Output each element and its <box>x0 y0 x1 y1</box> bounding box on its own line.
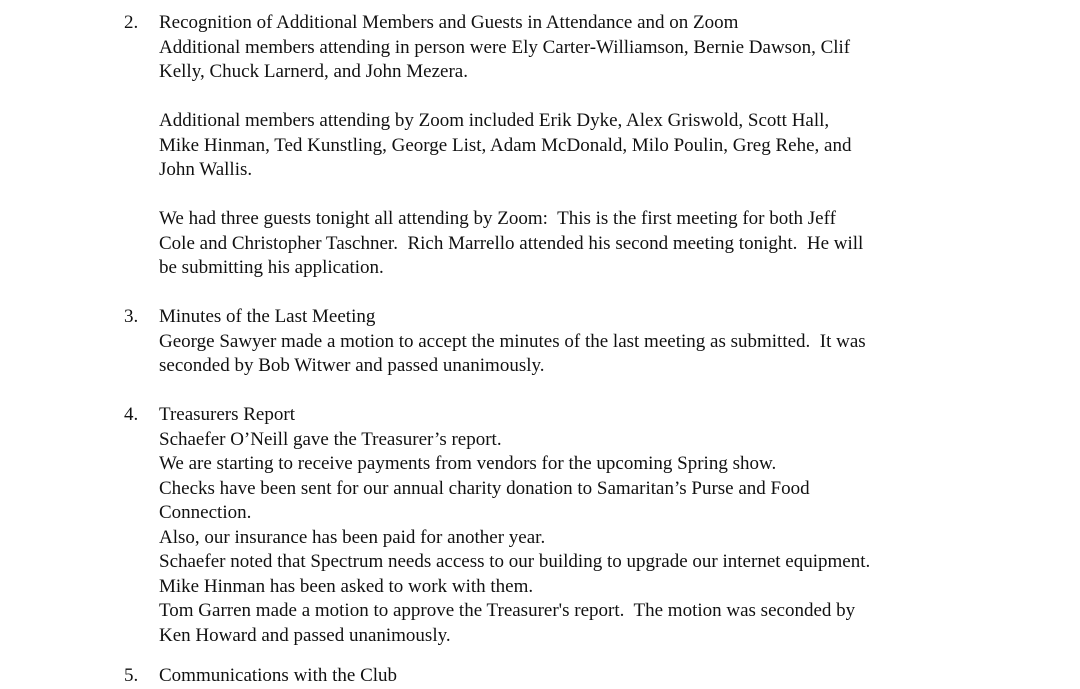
text-line: Schaefer noted that Spectrum needs access to our building to upgrade our internet equipment. <box>159 551 871 572</box>
text-line: Also, our insurance has been paid for another year. <box>159 526 546 548</box>
text-line: Additional members attending by Zoom included Erik Dyke, Alex Griswold, Scott Hall, <box>159 110 830 131</box>
text-line: George Sawyer made a motion to accept the minutes of the last meeting as submitted. It was <box>159 330 866 352</box>
item-content <box>159 11 964 281</box>
text-line: Mike Hinman, Ted Kunstling, George List, Adam McDonald, Milo Poulin, Greg Rehe, and <box>159 134 852 156</box>
item-number: 2. <box>124 12 139 33</box>
text-line: Cole and Christopher Taschner. Rich Marrello attended his second meeting tonight. He will <box>159 232 864 254</box>
text-line: Kelly, Chuck Larnerd, and John Mezera. <box>159 61 468 82</box>
item-heading: Treasurers Report <box>159 404 295 425</box>
item-number: 3. <box>124 306 139 327</box>
paragraph-gap <box>159 183 964 208</box>
text-line: Mike Hinman has been asked to work with them. <box>159 575 534 597</box>
item-heading: Recognition of Additional Members and Guests in Attendance and on Zoom <box>159 12 739 33</box>
text-line: Connection. <box>159 502 252 523</box>
text-line: John Wallis. <box>159 159 253 180</box>
text-line: seconded by Bob Witwer and passed unanimously. <box>159 355 545 376</box>
text-line: We are starting to receive payments from vendors for the upcoming Spring show. <box>159 453 777 474</box>
item-content <box>159 305 964 379</box>
paragraph-gap <box>159 85 964 110</box>
item-content <box>159 403 964 648</box>
text-line: Checks have been sent for our annual charity donation to Samaritan’s Purse and Food <box>159 477 810 499</box>
item-heading: Communications with the Club <box>159 665 398 686</box>
item-content <box>159 664 964 689</box>
text-line: We had three guests tonight all attending by Zoom: This is the first meeting for both Jeff <box>159 208 836 229</box>
text-line: be submitting his application. <box>159 257 384 278</box>
item-heading: Minutes of the Last Meeting <box>159 306 376 327</box>
text-line: Tom Garren made a motion to approve the Treasurer's report. The motion was seconded by <box>159 600 856 621</box>
item-number: 4. <box>124 404 139 425</box>
item-number: 5. <box>124 665 139 686</box>
text-line: Schaefer O’Neill gave the Treasurer’s report. <box>159 428 502 450</box>
text-line: Ken Howard and passed unanimously. <box>159 624 451 646</box>
text-line: Additional members attending in person were Ely Carter-Williamson, Bernie Dawson, Clif <box>159 36 851 58</box>
